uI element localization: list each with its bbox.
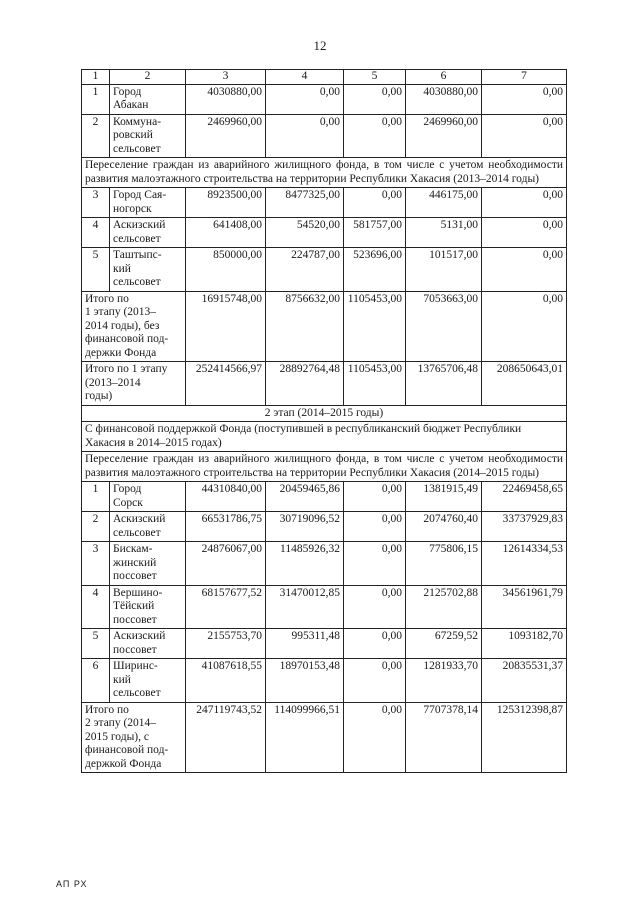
total-amount-cell: 0,00 (482, 291, 567, 362)
amount-cell: 22469458,65 (482, 482, 567, 512)
amount-cell: 44310840,00 (186, 482, 266, 512)
amount-cell: 101517,00 (406, 248, 482, 292)
amount-cell: 31470012,85 (266, 585, 344, 629)
header-row (82, 70, 567, 85)
page-number: 12 (313, 38, 327, 53)
row-number: 3 (82, 542, 110, 586)
total-amount-cell: 7053663,00 (406, 291, 482, 362)
amount-cell: 775806,15 (406, 542, 482, 586)
column-header: 6 (406, 70, 482, 85)
amount-cell: 2074760,40 (406, 512, 482, 542)
amount-cell: 0,00 (482, 248, 567, 292)
municipality-name: Город Абакан (110, 84, 186, 114)
amount-cell: 30719096,52 (266, 512, 344, 542)
total-row (82, 291, 567, 362)
total-amount-cell: 7707378,14 (406, 702, 482, 773)
row-number: 1 (82, 84, 110, 114)
amount-cell: 68157677,52 (186, 585, 266, 629)
amount-cell: 2125702,88 (406, 585, 482, 629)
amount-cell: 41087618,55 (186, 659, 266, 703)
row-number: 2 (82, 512, 110, 542)
row-number: 3 (82, 188, 110, 218)
amount-cell: 0,00 (482, 84, 567, 114)
amount-cell: 0,00 (266, 114, 344, 158)
column-header: 1 (82, 70, 110, 85)
amount-cell: 0,00 (482, 218, 567, 248)
total-label: Итого по 2 этапу (2014– 2015 годы), с финансовой под- держкой Фонда (82, 702, 186, 773)
amount-cell: 0,00 (344, 542, 406, 586)
municipality-name: Коммуна- ровский сельсовет (110, 114, 186, 158)
amount-cell: 5131,00 (406, 218, 482, 248)
amount-cell: 0,00 (344, 512, 406, 542)
table-row (82, 512, 567, 542)
column-header: 4 (266, 70, 344, 85)
amount-cell: 0,00 (344, 659, 406, 703)
total-label: Итого по 1 этапу (2013– 2014 годы), без финансовой под- держки Фонда (82, 291, 186, 362)
municipality-name: Таштыпс- кий сельсовет (110, 248, 186, 292)
total-amount-cell: 16915748,00 (186, 291, 266, 362)
amount-cell: 24876067,00 (186, 542, 266, 586)
row-number: 4 (82, 585, 110, 629)
column-header: 3 (186, 70, 266, 85)
table-row (82, 114, 567, 158)
row-number: 5 (82, 629, 110, 659)
amount-cell: 446175,00 (406, 188, 482, 218)
column-header: 5 (344, 70, 406, 85)
amount-cell: 1093182,70 (482, 629, 567, 659)
table-row (82, 585, 567, 629)
table-row (82, 629, 567, 659)
amount-cell: 0,00 (266, 84, 344, 114)
total-amount-cell: 247119743,52 (186, 702, 266, 773)
amount-cell: 8477325,00 (266, 188, 344, 218)
amount-cell: 641408,00 (186, 218, 266, 248)
section-row (82, 422, 567, 452)
section-title: Переселение граждан из аварийного жилищного фонда, в том числе с учетом необходимости развития малоэтажного строительства на территории Республики Хакасия (2014–2015 годы) (82, 452, 567, 482)
column-header: 2 (110, 70, 186, 85)
table-row (82, 482, 567, 512)
section-title: Переселение граждан из аварийного жилищного фонда, в том числе с учетом необходимости развития малоэтажного строительства на территории Республики Хакасия (2013–2014 годы) (82, 158, 567, 188)
table-row (82, 542, 567, 586)
amount-cell: 4030880,00 (406, 84, 482, 114)
table-row (82, 248, 567, 292)
total-label: Итого по 1 этапу (2013–2014 годы) (82, 362, 186, 406)
total-amount-cell: 125312398,87 (482, 702, 567, 773)
amount-cell: 995311,48 (266, 629, 344, 659)
total-amount-cell: 1105453,00 (344, 362, 406, 406)
stage-row (82, 405, 567, 422)
table-row (82, 218, 567, 248)
municipality-name: Город Сорск (110, 482, 186, 512)
amount-cell: 20459465,86 (266, 482, 344, 512)
row-number: 4 (82, 218, 110, 248)
amount-cell: 850000,00 (186, 248, 266, 292)
amount-cell: 18970153,48 (266, 659, 344, 703)
amount-cell: 523696,00 (344, 248, 406, 292)
section-row (82, 158, 567, 188)
stage-title: 2 этап (2014–2015 годы) (82, 405, 567, 422)
total-amount-cell: 208650643,01 (482, 362, 567, 406)
row-number: 1 (82, 482, 110, 512)
amount-cell: 1281933,70 (406, 659, 482, 703)
municipality-name: Аскизский сельсовет (110, 512, 186, 542)
amount-cell: 12614334,53 (482, 542, 567, 586)
amount-cell: 581757,00 (344, 218, 406, 248)
table-row (82, 84, 567, 114)
row-number: 6 (82, 659, 110, 703)
total-amount-cell: 8756632,00 (266, 291, 344, 362)
section-row (82, 452, 567, 482)
total-amount-cell: 1105453,00 (344, 291, 406, 362)
amount-cell: 0,00 (344, 114, 406, 158)
amount-cell: 0,00 (482, 188, 567, 218)
funding-table (81, 69, 567, 773)
section-title: С финансовой поддержкой Фонда (поступившей в республиканский бюджет Республики Хакасия в 2014–2015 годах) (82, 422, 567, 452)
amount-cell: 2469960,00 (186, 114, 266, 158)
amount-cell: 0,00 (344, 482, 406, 512)
table-row (82, 188, 567, 218)
amount-cell: 20835531,37 (482, 659, 567, 703)
amount-cell: 11485926,32 (266, 542, 344, 586)
row-number: 2 (82, 114, 110, 158)
amount-cell: 0,00 (344, 84, 406, 114)
total-amount-cell: 28892764,48 (266, 362, 344, 406)
total-amount-cell: 13765706,48 (406, 362, 482, 406)
municipality-name: Ширинс- кий сельсовет (110, 659, 186, 703)
amount-cell: 1381915,49 (406, 482, 482, 512)
amount-cell: 0,00 (344, 188, 406, 218)
amount-cell: 8923500,00 (186, 188, 266, 218)
amount-cell: 224787,00 (266, 248, 344, 292)
column-header: 7 (482, 70, 567, 85)
municipality-name: Город Сая- ногорск (110, 188, 186, 218)
total-amount-cell: 0,00 (344, 702, 406, 773)
amount-cell: 0,00 (344, 585, 406, 629)
row-number: 5 (82, 248, 110, 292)
amount-cell: 54520,00 (266, 218, 344, 248)
municipality-name: Аскизский сельсовет (110, 218, 186, 248)
municipality-name: Вершино- Тёйский поссовет (110, 585, 186, 629)
table-row (82, 659, 567, 703)
amount-cell: 33737929,83 (482, 512, 567, 542)
amount-cell: 66531786,75 (186, 512, 266, 542)
municipality-name: Бискам- жинский поссовет (110, 542, 186, 586)
amount-cell: 34561961,79 (482, 585, 567, 629)
amount-cell: 0,00 (344, 629, 406, 659)
amount-cell: 2155753,70 (186, 629, 266, 659)
municipality-name: Аскизский поссовет (110, 629, 186, 659)
amount-cell: 2469960,00 (406, 114, 482, 158)
total-amount-cell: 114099966,51 (266, 702, 344, 773)
amount-cell: 4030880,00 (186, 84, 266, 114)
total-row (82, 362, 567, 406)
amount-cell: 0,00 (482, 114, 567, 158)
amount-cell: 67259,52 (406, 629, 482, 659)
footer-mark: АП РХ (56, 879, 88, 889)
total-row (82, 702, 567, 773)
total-amount-cell: 252414566,97 (186, 362, 266, 406)
